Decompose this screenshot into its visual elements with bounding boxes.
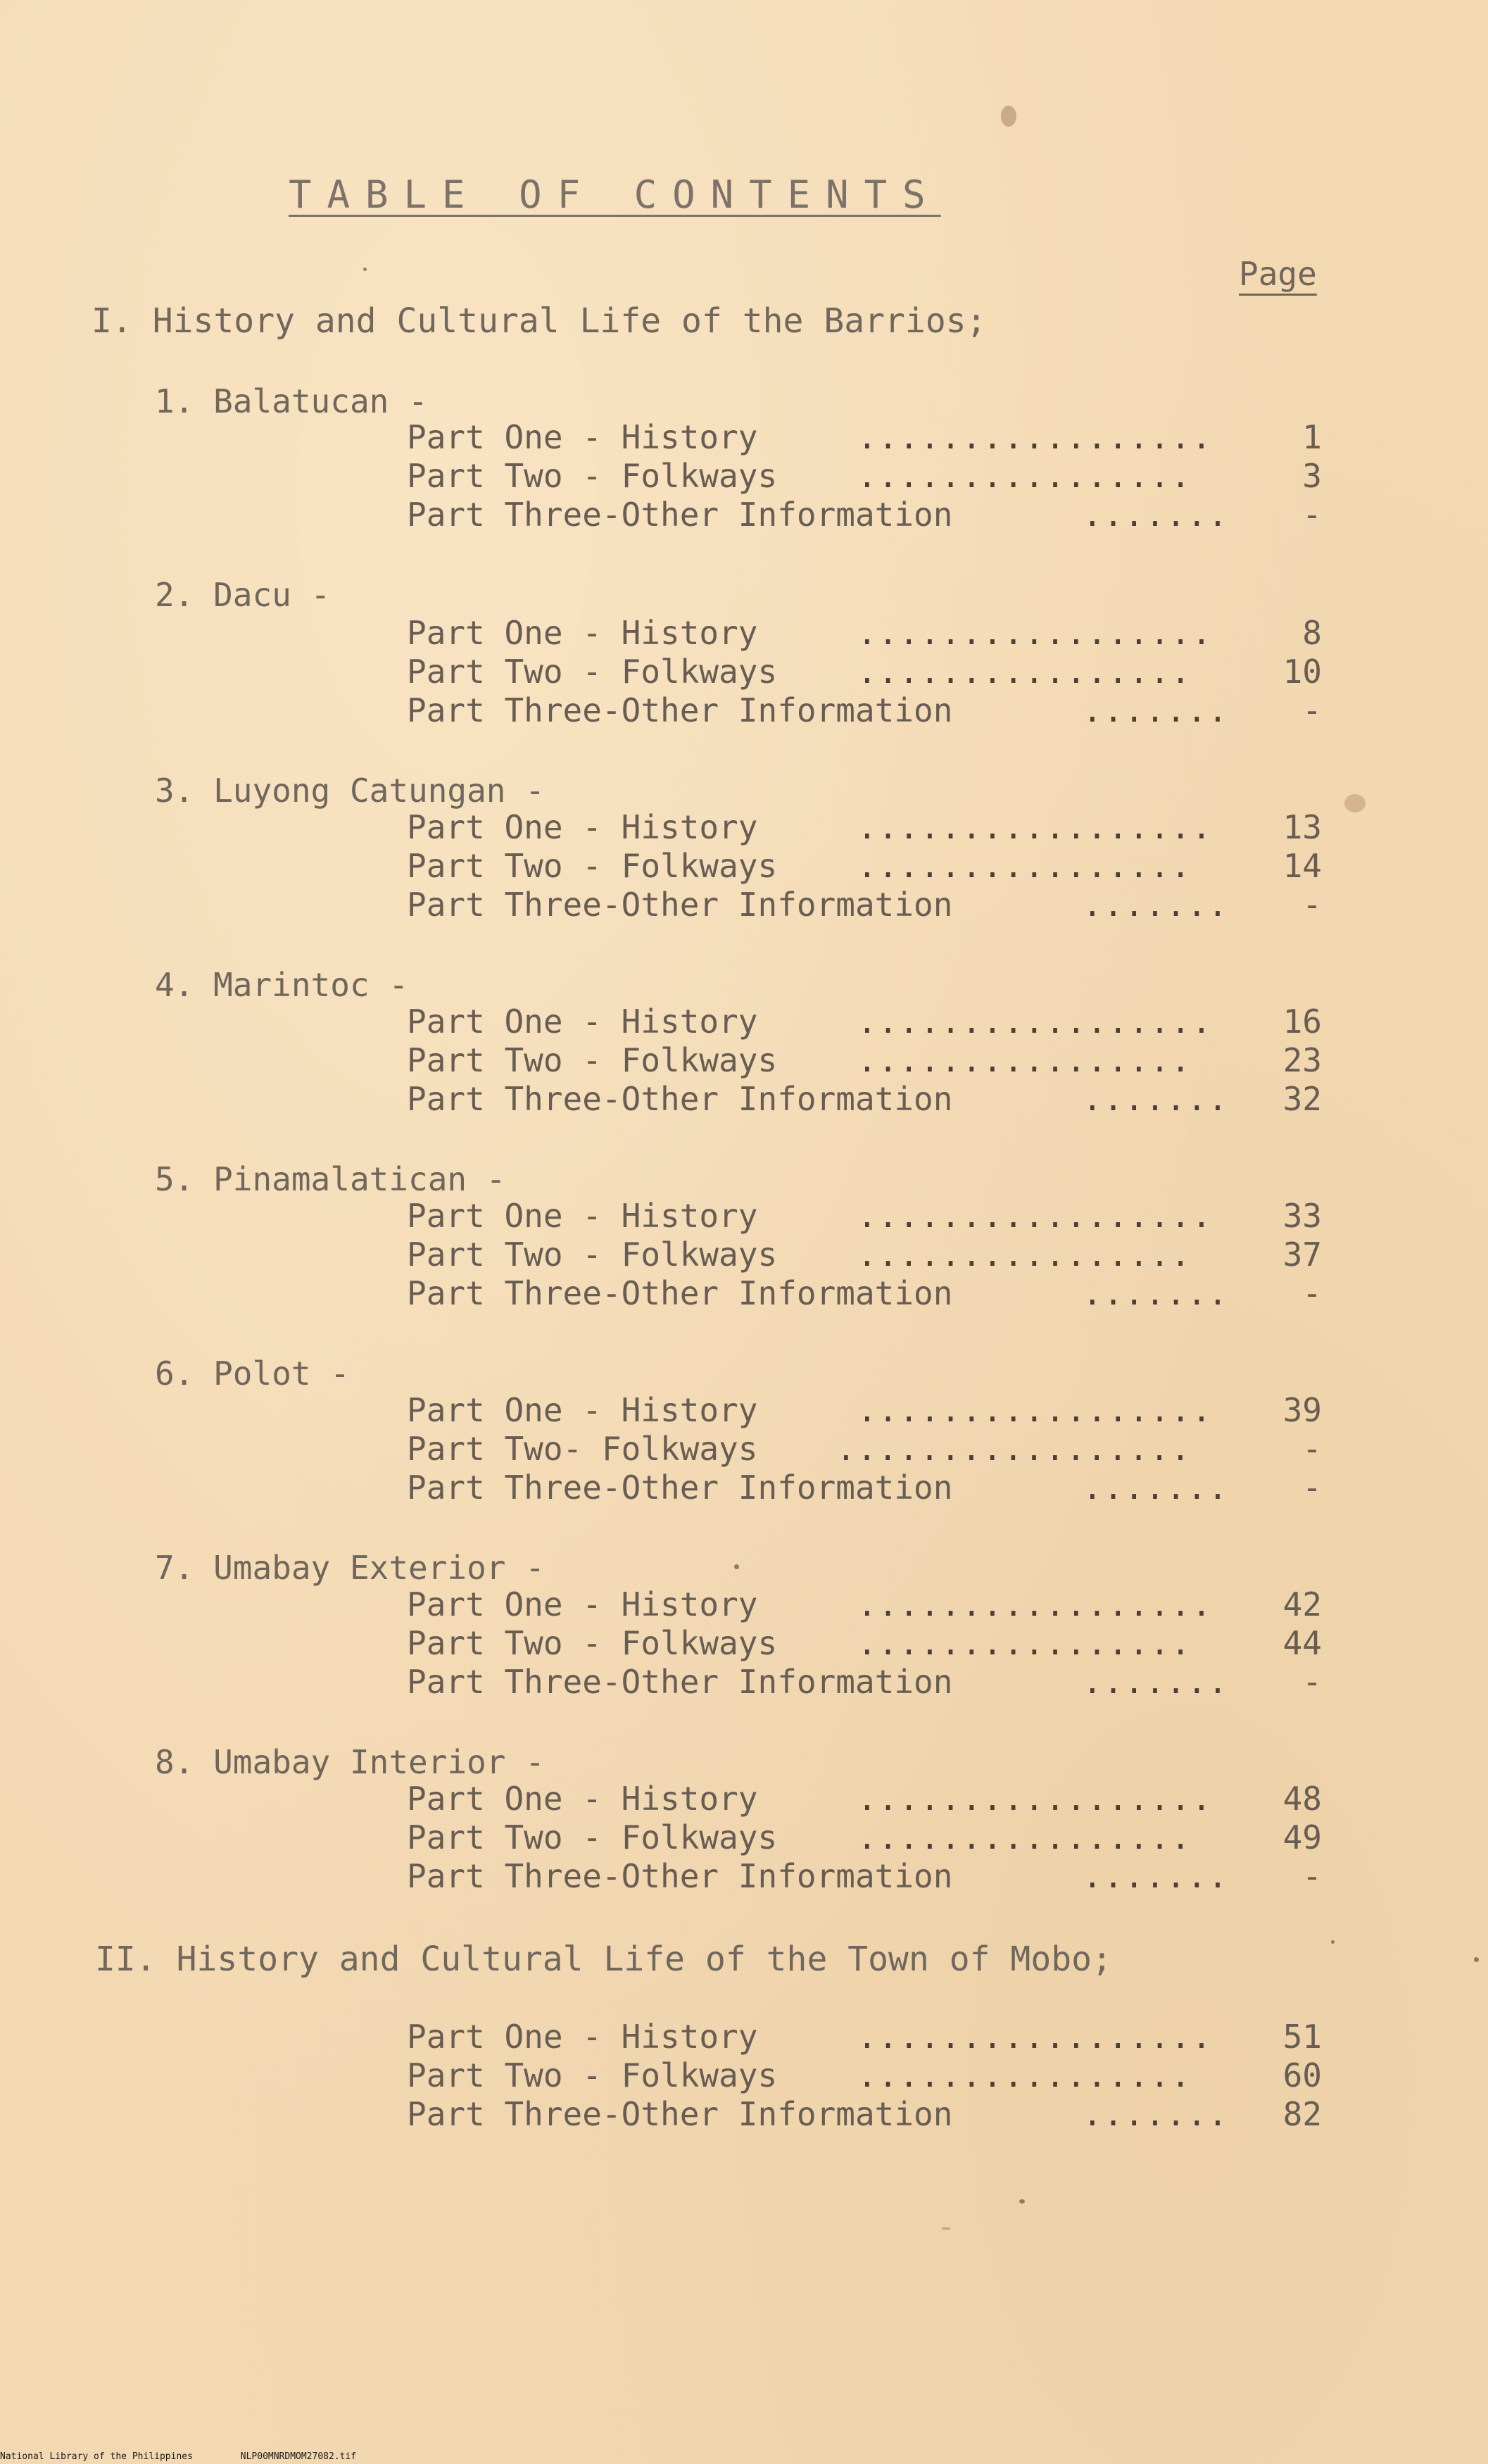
dot-leader: .................: [857, 614, 1213, 652]
dot-leader: .................: [857, 1780, 1213, 1818]
entry-page-number: -: [1302, 1274, 1322, 1312]
entry-title: Part One - History: [407, 418, 758, 456]
toc-entry: [407, 1236, 1322, 1275]
toc-entry: [407, 1391, 1322, 1431]
section-heading: I. History and Cultural Life of the Barrios;: [92, 301, 987, 341]
ink-stain: [1001, 106, 1016, 127]
entry-page-number: 23: [1282, 1041, 1322, 1079]
entry-title: Part Two - Folkways: [407, 1236, 778, 1274]
toc-entry: [407, 886, 1322, 925]
entry-title: Part Three-Other Information: [407, 1663, 953, 1701]
entry-page-number: 49: [1282, 1818, 1322, 1856]
toc-entry: [407, 1197, 1322, 1236]
entry-page-number: -: [1302, 1663, 1322, 1701]
toc-entry: [407, 2018, 1322, 2057]
entry-title: Part One - History: [407, 1197, 758, 1235]
entry-page-number: 3: [1302, 457, 1322, 495]
page-title: TABLE OF CONTENTS: [289, 172, 941, 217]
toc-entry: [407, 691, 1322, 731]
dot-leader: ................: [857, 653, 1192, 691]
barrio-heading: 2. Dacu -: [155, 576, 331, 614]
dot-leader: ................: [857, 1236, 1192, 1274]
dot-leader: .......: [1083, 496, 1229, 534]
entry-page-number: -: [1302, 1430, 1322, 1468]
toc-entry: [407, 1080, 1322, 1119]
entry-title: Part Three-Other Information: [407, 1080, 953, 1118]
entry-title: Part Two - Folkways: [407, 847, 778, 885]
entry-title: Part One - History: [407, 1585, 758, 1623]
dot-leader: .......: [1083, 886, 1229, 924]
toc-entry: [407, 1041, 1322, 1081]
dot-leader: .......: [1083, 1663, 1229, 1701]
entry-title: Part One - History: [407, 808, 758, 846]
toc-entry: [407, 1818, 1322, 1858]
entry-page-number: 37: [1282, 1236, 1322, 1274]
toc-entry: [407, 457, 1322, 496]
toc-entry: [407, 2056, 1322, 2096]
toc-entry: [407, 496, 1322, 535]
entry-title: Part One - History: [407, 1780, 758, 1818]
dot-leader: ................: [857, 1818, 1192, 1856]
dot-leader: .......: [1083, 691, 1229, 729]
toc-entry: [407, 1469, 1322, 1508]
entry-title: Part One - History: [407, 1002, 758, 1041]
barrio-heading: 5. Pinamalatican -: [155, 1160, 506, 1198]
paper-fleck: [942, 2227, 950, 2230]
dot-leader: .................: [857, 418, 1213, 456]
toc-entry: [407, 653, 1322, 692]
entry-title: Part Three-Other Information: [407, 691, 953, 729]
entry-title: Part Three-Other Information: [407, 886, 953, 924]
entry-title: Part Two - Folkways: [407, 457, 778, 495]
entry-page-number: 14: [1282, 847, 1322, 885]
entry-page-number: 39: [1282, 1391, 1322, 1429]
paper-fleck: [1019, 2199, 1025, 2204]
toc-entry: [407, 1663, 1322, 1702]
entry-page-number: 32: [1282, 1080, 1322, 1118]
dot-leader: .......: [1083, 1080, 1229, 1118]
entry-page-number: 60: [1282, 2056, 1322, 2094]
entry-page-number: 1: [1302, 418, 1322, 456]
library-credit: National Library of the Philippines: [0, 2451, 193, 2462]
entry-page-number: 82: [1282, 2095, 1322, 2133]
entry-title: Part Two - Folkways: [407, 2056, 778, 2094]
toc-entry: [407, 1585, 1322, 1625]
dot-leader: .................: [857, 2018, 1213, 2056]
entry-page-number: -: [1302, 886, 1322, 924]
toc-entry: [407, 1430, 1322, 1469]
paper-fleck: [1331, 1940, 1335, 1944]
barrio-heading: 3. Luyong Catungan -: [155, 772, 545, 810]
entry-title: Part Two - Folkways: [407, 653, 778, 691]
dot-leader: .................: [857, 808, 1213, 846]
dot-leader: .................: [857, 1585, 1213, 1623]
entry-page-number: 13: [1282, 808, 1322, 846]
entry-title: Part One - History: [407, 614, 758, 652]
entry-page-number: 10: [1282, 653, 1322, 691]
barrio-heading: 1. Balatucan -: [155, 382, 428, 420]
dot-leader: .......: [1083, 1469, 1229, 1507]
dot-leader: .......: [1083, 2095, 1229, 2133]
scan-footer: [0, 2451, 398, 2462]
dot-leader: ................: [857, 1624, 1192, 1662]
toc-entry: [407, 614, 1322, 653]
entry-page-number: 33: [1282, 1197, 1322, 1235]
toc-entry: [407, 808, 1322, 848]
dot-leader: ................: [857, 2056, 1192, 2094]
dot-leader: ................: [857, 457, 1192, 495]
entry-title: Part Three-Other Information: [407, 2095, 953, 2133]
toc-entry: [407, 1002, 1322, 1042]
barrio-heading: 8. Umabay Interior -: [155, 1743, 545, 1781]
toc-entry: [407, 1780, 1322, 1819]
ink-stain: [1344, 794, 1366, 812]
entry-page-number: 8: [1302, 614, 1322, 652]
entry-page-number: 48: [1282, 1780, 1322, 1818]
dot-leader: .......: [1083, 1274, 1229, 1312]
page-column-label: Page: [1239, 255, 1317, 293]
dot-leader: .......: [1083, 1857, 1229, 1895]
dot-leader: ................: [857, 1041, 1192, 1079]
barrio-heading: 7. Umabay Exterior -: [155, 1549, 545, 1587]
toc-entry: [407, 1274, 1322, 1314]
entry-title: Part Two - Folkways: [407, 1624, 778, 1662]
entry-title: Part One - History: [407, 1391, 758, 1429]
entry-page-number: 51: [1282, 2018, 1322, 2056]
dot-leader: .................: [857, 1391, 1213, 1429]
dot-leader: .................: [836, 1430, 1192, 1468]
paper-fleck: [734, 1564, 739, 1569]
entry-page-number: 16: [1282, 1002, 1322, 1041]
entry-page-number: -: [1302, 1857, 1322, 1895]
scan-filename: NLP00MNRDMOM27082.tif: [240, 2451, 357, 2462]
paper-fleck: [363, 268, 367, 271]
dot-leader: .................: [857, 1197, 1213, 1235]
entry-title: Part Three-Other Information: [407, 1857, 953, 1895]
toc-entry: [407, 1857, 1322, 1897]
entry-title: Part Two - Folkways: [407, 1041, 778, 1079]
entry-page-number: -: [1302, 496, 1322, 534]
barrio-heading: 4. Marintoc -: [155, 966, 409, 1004]
toc-entry: [407, 418, 1322, 458]
entry-title: Part Two- Folkways: [407, 1430, 758, 1468]
entry-page-number: -: [1302, 1469, 1322, 1507]
entry-page-number: -: [1302, 691, 1322, 729]
entry-title: Part One - History: [407, 2018, 758, 2056]
toc-entry: [407, 847, 1322, 886]
dot-leader: ................: [857, 847, 1192, 885]
entry-page-number: 42: [1282, 1585, 1322, 1623]
dot-leader: .................: [857, 1002, 1213, 1041]
entry-title: Part Three-Other Information: [407, 1469, 953, 1507]
toc-entry: [407, 2095, 1322, 2135]
entry-title: Part Three-Other Information: [407, 496, 953, 534]
entry-title: Part Three-Other Information: [407, 1274, 953, 1312]
toc-entry: [407, 1624, 1322, 1664]
barrio-heading: 6. Polot -: [155, 1354, 350, 1393]
entry-page-number: 44: [1282, 1624, 1322, 1662]
section-heading: II. History and Cultural Life of the Town of Mobo;: [95, 1940, 1112, 1979]
paper-fleck: [1474, 1957, 1479, 1962]
entry-title: Part Two - Folkways: [407, 1818, 778, 1856]
